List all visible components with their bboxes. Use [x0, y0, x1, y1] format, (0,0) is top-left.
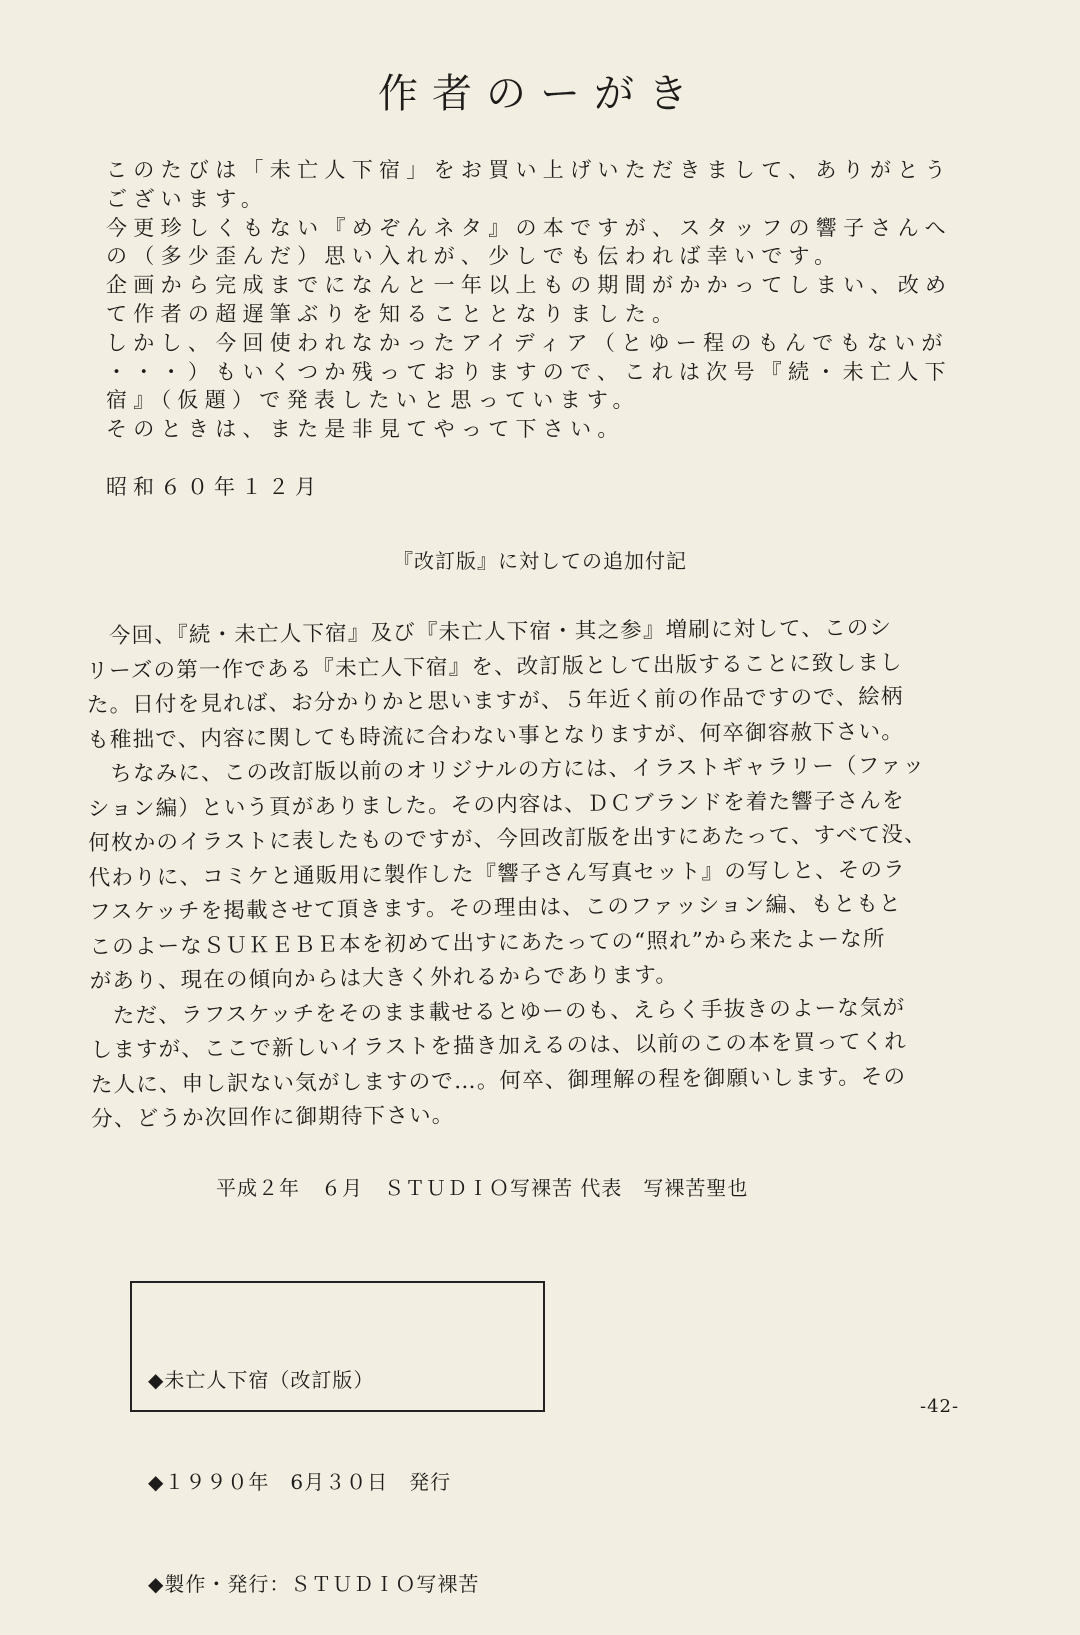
- text-line: このたびは「未亡人下宿」をお買い上げいただきまして、ありがとう: [106, 158, 952, 182]
- colophon-line: ◆１９９０年 6月３０日 発行: [148, 1470, 452, 1494]
- colophon-box: [130, 1281, 545, 1596]
- text-line: 代わりに、コミケと通販用に製作した『響子さん写真セット』の写しと、そのラ: [88, 856, 907, 891]
- text-line: ございます。: [106, 186, 269, 211]
- text-line: も稚拙で、内容に関しても時流に合わない事となりますが、何卒御容赦下さい。: [87, 718, 905, 753]
- text-line: 宿』（仮題）で発表したいと思っています。: [106, 388, 640, 413]
- addendum-text: [86, 611, 991, 1138]
- text-line: 分、どうか次回作に御期待下さい。: [91, 1103, 455, 1132]
- text-line: リーズの第一作である『未亡人下宿』を、改訂版として出版することに致しまし: [86, 649, 903, 684]
- text-line: た。日付を見れば、お分かりかと思いますが、５年近く前の作品ですので、絵柄: [86, 684, 904, 718]
- addendum-heading: 『改訂版』に対しての追加付記: [393, 549, 687, 573]
- text-line: があり、現在の傾向からは大きく外れるからであります。: [89, 962, 679, 994]
- text-line: ちなみに、この改訂版以前のオリジナルの方には、イラストギャラリー（ファッ: [87, 753, 926, 787]
- afterword-text: [106, 156, 966, 444]
- text-line: 何枚かのイラストに表したものですが、今回改訂版を出すにあたって、すべて没、: [88, 822, 927, 856]
- text-line: ただ、ラフスケッチをそのまま載せるとゆーのも、えらく手抜きのよーな気が: [90, 994, 906, 1029]
- page-title: 作者のーがき: [378, 71, 702, 117]
- colophon-line: ◆製作・発行：ＳＴＵＤＩＯ写裸苦: [148, 1572, 480, 1596]
- text-line: ション編）という頁がありました。その内容は、ＤＣブランドを着た響子さんを: [87, 787, 905, 822]
- text-line: 企画から完成までになんと一年以上もの期間がかかってしまい、改め: [106, 273, 953, 298]
- text-line: しますが、ここで新しいイラストを描き加えるのは、以前のこの本を買ってくれ: [90, 1029, 908, 1063]
- text-line: た人に、申し訳ない気がしますので…。何卒、御理解の程を御願いします。その: [90, 1063, 907, 1098]
- afterword-date: 昭和６０年１２月: [106, 475, 322, 499]
- text-line: 今更珍しくもない『めぞんネタ』の本ですが、スタッフの響子さんへ: [106, 215, 952, 240]
- colophon-line: ◆未亡人下宿（改訂版）: [148, 1368, 375, 1392]
- text-line: フスケッチを掲載させて頂きます。その理由は、このファッション編、もともと: [88, 891, 902, 925]
- page-number: -42-: [920, 1396, 960, 1417]
- text-line: しかし、今回使われなかったアイディア（とゆー程のもんでもないが: [106, 330, 949, 355]
- text-line: の（多少歪んだ）思い入れが、少しでも伝われば幸いです。: [106, 244, 842, 269]
- addendum-signature: 平成２年 ６月 ＳＴＵＤＩＯ写裸苦 代表 写裸苦聖也: [216, 1176, 749, 1200]
- text-line: て作者の超遅筆ぶりを知ることとなりました。: [106, 301, 680, 326]
- text-line: このよーなＳＵＫＥＢＥ本を初めて出すにあたっての“照れ”から来たよーな所: [89, 926, 886, 960]
- text-line: 今回、『続・未亡人下宿』及び『未亡人下宿・其之参』増刷に対して、このシ: [86, 615, 893, 649]
- text-line: そのときは、また是非見てやって下さい。: [106, 417, 625, 442]
- text-line: ・・・）もいくつか残っておりますので、これは次号『続・未亡人下: [106, 359, 952, 384]
